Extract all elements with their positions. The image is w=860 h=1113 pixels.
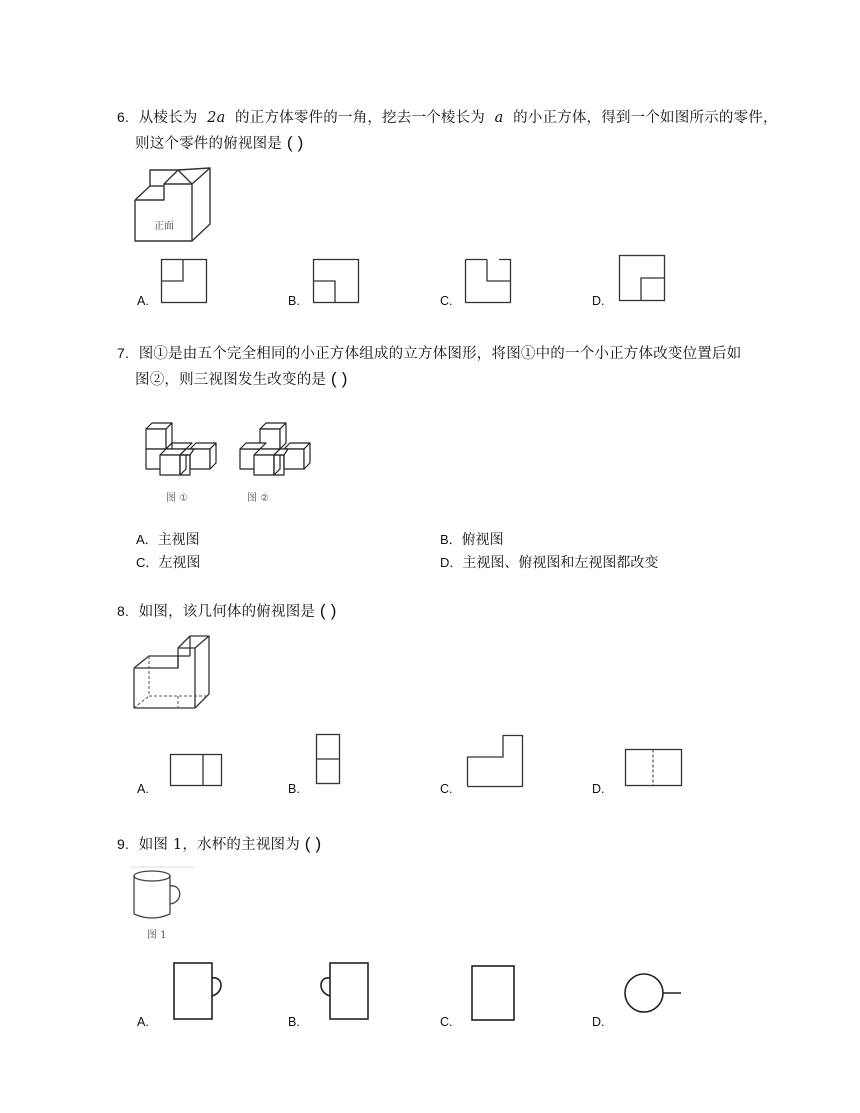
- q6-option-d-figure: [619, 255, 665, 301]
- q9-option-c-label[interactable]: C.: [440, 1015, 453, 1029]
- q7-choice-d[interactable]: [440, 554, 658, 572]
- q6-line1: [117, 107, 778, 128]
- q6-front-label: 正面: [154, 221, 174, 232]
- q9-line1: [117, 834, 321, 855]
- q6-option-a-figure: [161, 259, 207, 303]
- q9-answer-paren: ( ): [304, 834, 322, 853]
- q8-option-b-label[interactable]: B.: [288, 782, 300, 796]
- q6-var-2a: 2a: [207, 110, 226, 126]
- q6-text-b: 的正方体零件的一角，挖去一个棱长为: [235, 110, 485, 126]
- q9-number: 9.: [117, 836, 130, 852]
- q8-option-a-label[interactable]: A.: [137, 782, 149, 796]
- q9-option-a-label[interactable]: A.: [137, 1015, 149, 1029]
- q6-option-b-label[interactable]: B.: [288, 294, 300, 308]
- q7-number: 7.: [117, 345, 130, 361]
- q7-choice-b-text: 俯视图: [461, 532, 504, 548]
- q7-choice-a-text: 主视图: [157, 532, 200, 548]
- q9-option-b-figure: [315, 962, 371, 1020]
- q6-text-a: 从棱长为: [138, 110, 198, 126]
- q8-figure: [133, 634, 211, 710]
- q6-answer-paren: ( ): [286, 133, 304, 152]
- q8-option-a-figure: [170, 754, 222, 786]
- q8-number: 8.: [117, 603, 130, 619]
- q7-figure-2-caption: 图 ②: [247, 493, 270, 504]
- q7-choice-d-text: 主视图、俯视图和左视图都改变: [462, 555, 659, 571]
- q9-option-c-figure: [471, 965, 515, 1021]
- q6-option-a-label[interactable]: A.: [137, 294, 149, 308]
- q8-option-d-label[interactable]: D.: [592, 782, 605, 796]
- q6-text-line2: 则这个零件的俯视图是: [135, 136, 282, 152]
- q6-line2: [135, 133, 303, 154]
- q7-choice-d-letter: D．: [440, 555, 463, 570]
- q7-line2: [135, 369, 348, 390]
- q6-option-c-label[interactable]: C.: [440, 294, 453, 308]
- q7-choice-c-text: 左视图: [158, 555, 201, 571]
- q8-option-b-figure: [316, 734, 340, 784]
- q7-text-line1: 图①是由五个完全相同的小正方体组成的立方体图形，将图①中的一个小正方体改变位置后如: [138, 346, 742, 362]
- q6-var-a: a: [494, 110, 504, 126]
- q9-option-d-label[interactable]: D.: [592, 1015, 605, 1029]
- q7-choice-a[interactable]: [136, 531, 200, 549]
- q7-choice-c[interactable]: [136, 554, 200, 572]
- q8-answer-paren: ( ): [319, 601, 337, 620]
- q6-text-c: 的小正方体，得到一个如图所示的零件，: [513, 110, 778, 126]
- q7-figure-1: [144, 421, 224, 483]
- q7-line1: [117, 343, 741, 364]
- q6-number: 6.: [117, 109, 130, 125]
- q9-figure-caption: 图 1: [147, 930, 167, 941]
- q7-figure-1-caption: 图 ①: [166, 493, 189, 504]
- q6-option-b-figure: [313, 259, 359, 303]
- q8-text-line1: 如图，该几何体的俯视图是: [138, 604, 316, 620]
- q8-option-d-figure: [625, 749, 682, 786]
- q9-option-b-label[interactable]: B.: [288, 1015, 300, 1029]
- q7-choice-b-letter: B．: [440, 532, 462, 547]
- q7-answer-paren: ( ): [330, 369, 348, 388]
- q7-figure-2: [238, 421, 318, 483]
- q6-figure: [134, 166, 214, 244]
- q9-figure-mug: [130, 866, 194, 922]
- q8-option-c-figure: [467, 735, 523, 787]
- q9-option-d-figure: [623, 972, 683, 1016]
- q7-choice-b[interactable]: [440, 531, 504, 549]
- q7-text-line2: 图②，则三视图发生改变的是: [135, 372, 327, 388]
- q9-option-a-figure: [173, 962, 225, 1020]
- q6-option-c-figure: [465, 259, 511, 303]
- q7-choice-a-letter: A．: [136, 532, 158, 547]
- q8-line1: [117, 601, 337, 622]
- q7-choice-c-letter: C．: [136, 555, 159, 570]
- q8-option-c-label[interactable]: C.: [440, 782, 453, 796]
- q9-text-line1: 如图 1，水杯的主视图为: [138, 837, 300, 853]
- q6-option-d-label[interactable]: D.: [592, 294, 605, 308]
